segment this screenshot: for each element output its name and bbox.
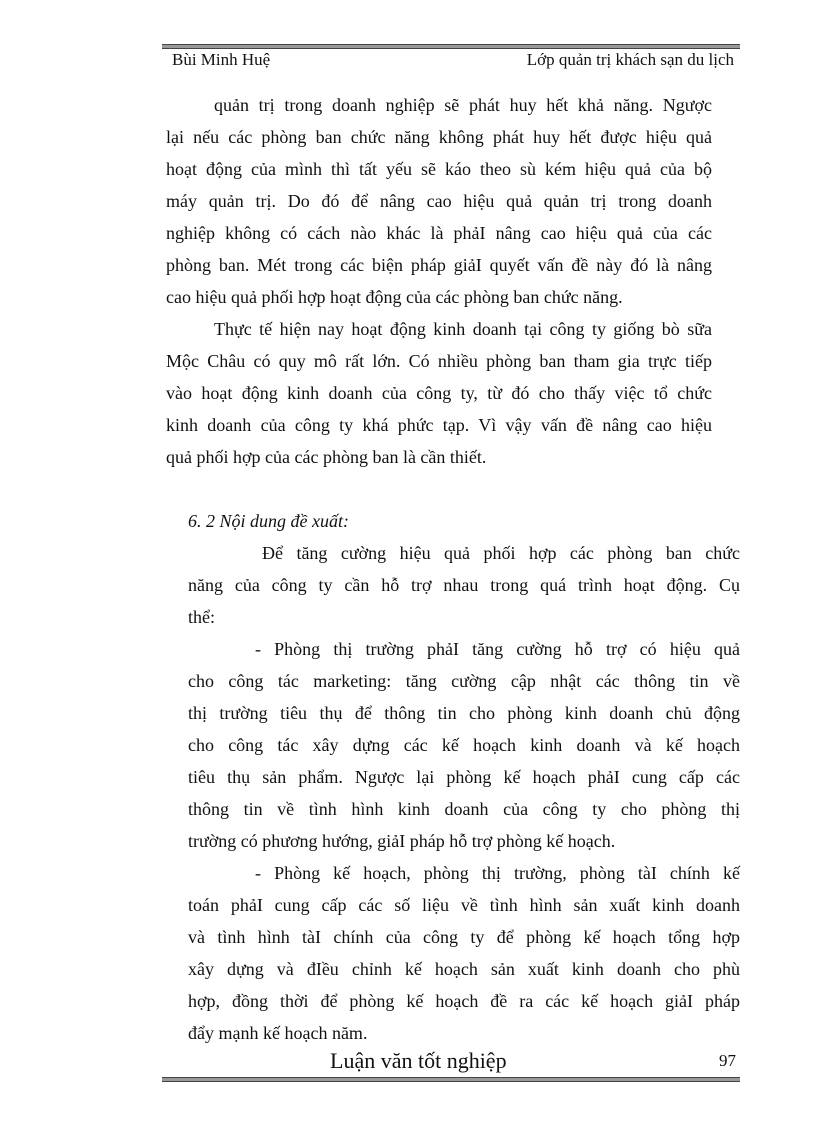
text-line: phòng ban. Mét trong các biện pháp giảI quyết vấn đề này đó là nâng — [166, 255, 712, 275]
header-class: Lớp quản trị khách sạn du lịch — [526, 50, 734, 69]
page-number: 97 — [719, 1051, 736, 1070]
text-line: cho công tác xây dựng các kế hoạch kinh doanh và kế hoạch — [188, 735, 740, 755]
text-line: thông tin về tình hình kinh doanh của công ty cho phòng thị — [188, 799, 740, 819]
text-line: máy quản trị. Do đó để nâng cao hiệu quả quản trị trong doanh — [166, 191, 712, 211]
text-line: hoạt động của mình thì tất yếu sẽ káo theo sù kém hiệu quả của bộ — [166, 159, 712, 179]
header-author: Bùi Minh Huệ — [172, 50, 271, 69]
footer-title: Luận văn tốt nghiệp — [330, 1048, 507, 1073]
text-line: quản trị trong doanh nghiệp sẽ phát huy hết khả năng. Ngược — [214, 95, 712, 115]
text-line: hợp, đồng thời để phòng kế hoạch đề ra các kế hoạch giảI pháp — [188, 991, 740, 1011]
footer-rule — [162, 1077, 740, 1082]
text-line: toán phảI cung cấp các số liệu về tình hình sản xuất kinh doanh — [188, 895, 740, 915]
text-line: cao hiệu quả phối hợp hoạt động của các phòng ban chức năng. — [166, 287, 623, 307]
text-line: vào hoạt động kinh doanh của công ty, từ đó cho thấy việc tổ chức — [166, 383, 712, 403]
text-line: nghiệp không có cách nào khác là phảI nâng cao hiệu quả của các — [166, 223, 712, 243]
header-rule — [162, 44, 740, 49]
text-line: quả phối hợp của các phòng ban là cần thiết. — [166, 447, 487, 467]
text-line: xây dựng và đIều chỉnh kế hoạch sản xuất kinh doanh cho phù — [188, 959, 740, 979]
text-line: lại nếu các phòng ban chức năng không phát huy hết được hiệu quả — [166, 127, 712, 147]
text-line: đẩy mạnh kế hoạch năm. — [188, 1023, 368, 1043]
text-line: - Phòng kế hoạch, phòng thị trường, phòng tàI chính kế — [255, 863, 740, 883]
text-line: kinh doanh của công ty khá phức tạp. Vì vậy vấn đề nâng cao hiệu — [166, 415, 712, 435]
section-heading: 6. 2 Nội dung đề xuất: — [188, 511, 349, 531]
text-line: trường có phương hướng, giảI pháp hỗ trợ phòng kế hoạch. — [188, 831, 616, 851]
text-line: thể: — [188, 607, 215, 627]
text-line: tiêu thụ sản phẩm. Ngược lại phòng kế hoạch phảI cung cấp các — [188, 767, 740, 787]
text-line: Thực tế hiện nay hoạt động kinh doanh tại công ty giống bò sữa — [214, 319, 712, 339]
text-line: Để tăng cường hiệu quả phối hợp các phòng ban chức — [262, 543, 740, 563]
text-line: - Phòng thị trường phảI tăng cường hỗ trợ có hiệu quả — [255, 639, 740, 659]
text-line: năng của công ty cần hỗ trợ nhau trong quá trình hoạt động. Cụ — [188, 575, 740, 595]
text-line: thị trường tiêu thụ để thông tin cho phòng kinh doanh chủ động — [188, 703, 740, 723]
text-line: Mộc Châu có quy mô rất lớn. Có nhiều phòng ban tham gia trực tiếp — [166, 351, 712, 371]
text-line: và tình hình tàI chính của công ty để phòng kế hoạch tổng hợp — [188, 927, 740, 947]
text-line: cho công tác marketing: tăng cường cập nhật các thông tin về — [188, 671, 740, 691]
